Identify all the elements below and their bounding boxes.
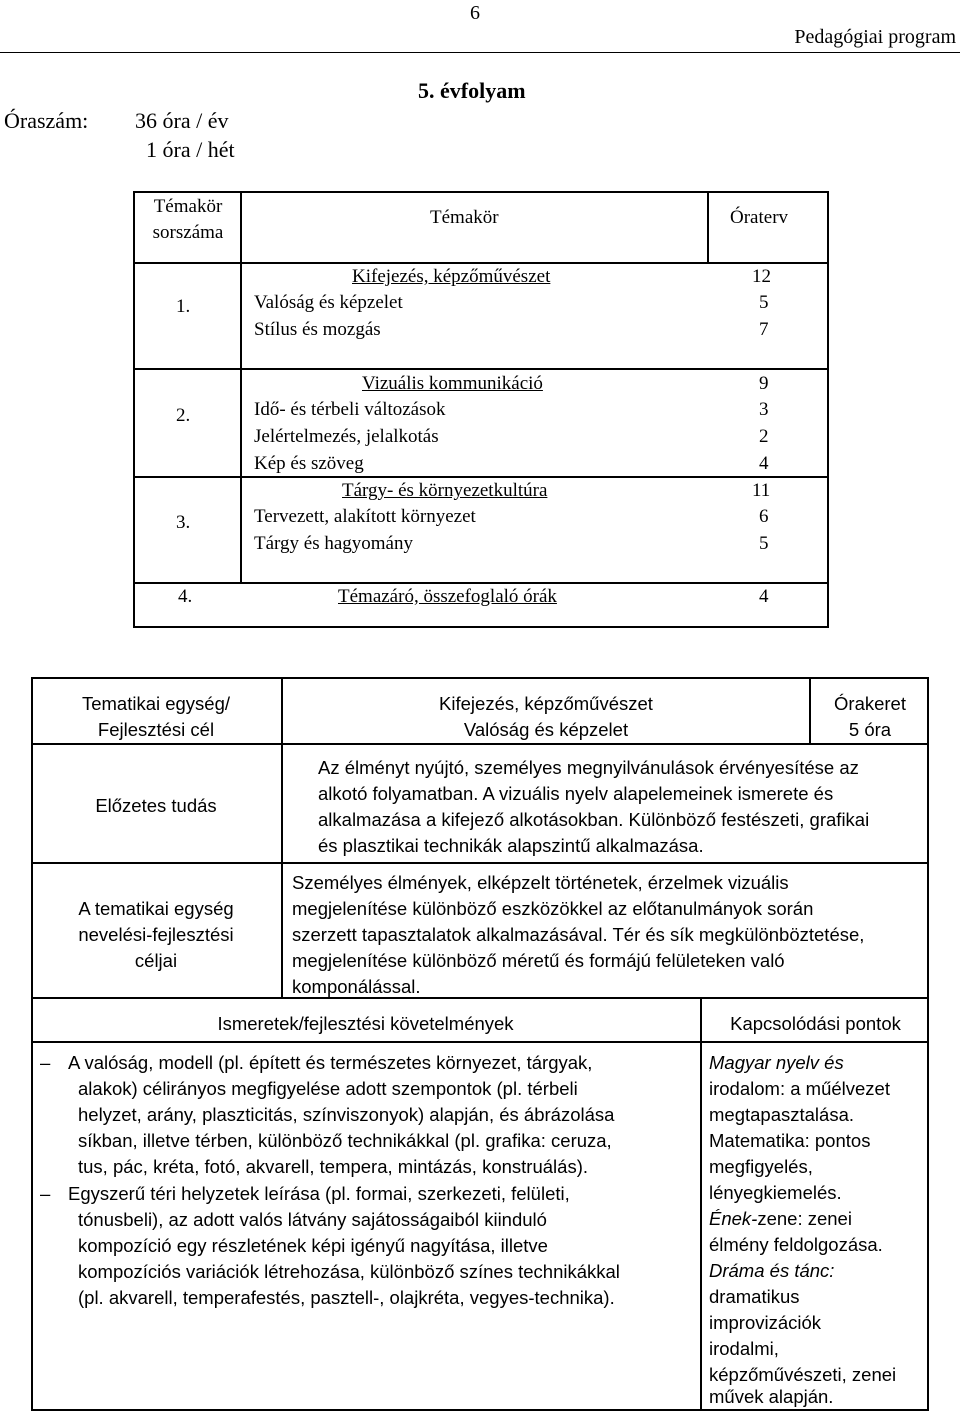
topic-hours: 4 [759,453,769,474]
group-number: 3. [176,512,191,533]
bullet-dash: – [40,1183,51,1204]
requirement-line: A valóság, modell (pl. épített és természetes környezet, tárgyak, [68,1052,593,1073]
unit-title-line2: Valóság és képzelet [463,719,629,740]
topic-heading: Témazáró, összefoglaló órák [338,586,557,607]
time-frame-label: Órakeret [834,693,906,714]
topic-hours: 2 [759,426,769,447]
requirement-line: tus, pác, kréta, fotó, akvarell, tempera, mintázás, konstruálás). [78,1156,588,1177]
goals-line: szerzett tapasztalatok alkalmazásával. Tér és sík megkülönböztetése, [292,924,865,945]
topic-heading: Vizuális kommunikáció [362,373,543,394]
unit-label-line1: Tematikai egység/ [81,693,231,714]
hours-per-year: 36 óra / év [135,108,229,133]
unit-title-line1: Kifejezés, képzőművészet [439,693,653,714]
requirements-header: Ismeretek/fejlesztési követelmények [217,1013,514,1034]
requirement-line: (pl. akvarell, temperafestés, pasztell-, olajkréta, vegyes-technika). [78,1287,615,1308]
header-rule [0,52,960,53]
prior-knowledge-line: és plasztikai technikák alapszintű alkalmazása. [318,835,704,856]
prior-knowledge-line: alkalmazása a kifejező alkotásokban. Különböző festészeti, grafikai [318,809,870,830]
requirement-line: síkban, illetve térben, különböző technikákkal (pl. grafika: ceruza, [78,1130,612,1151]
unit-label-line2: Fejlesztési cél [97,719,215,740]
topic-item: Idő- és térbeli változások [254,399,446,420]
bullet-dash: – [40,1052,51,1073]
topic-heading: Tárgy- és környezetkultúra [342,480,548,501]
col-topic-header: Témakör [430,207,499,228]
connection-line: Dráma és tánc: [709,1260,835,1281]
connection-line: megfigyelés, [709,1156,813,1177]
topic-heading: Kifejezés, képzőművészet [352,266,551,287]
prior-knowledge-line: alkotó folyamatban. A vizuális nyelv alapelemeinek ismerete és [318,783,834,804]
prior-knowledge-label: Előzetes tudás [95,795,217,816]
connection-line: lényegkiemelés. [709,1182,842,1203]
connection-line: Magyar nyelv és [709,1052,844,1073]
connection-line: irodalom: a műélvezet [709,1078,890,1099]
topic-item: Jelértelmezés, jelalkotás [254,426,439,447]
goals-label-line: céljai [134,950,178,971]
topic-hours: 9 [759,373,769,394]
topic-item: Tárgy és hagyomány [254,533,413,554]
topic-item: Stílus és mozgás [254,319,381,340]
connections-header: Kapcsolódási pontok [730,1013,901,1034]
connection-line: Ének-zene: zenei [709,1208,852,1229]
topic-hours: 12 [752,266,771,287]
page-number: 6 [470,2,480,24]
requirement-line: kompozíciós variációk létrehozása, különböző színes technikákkal [78,1261,620,1282]
requirement-line: Egyszerű téri helyzetek leírása (pl. formai, szerkezeti, felületi, [68,1183,570,1204]
goals-line: komponálással. [292,976,421,997]
grade-title: 5. évfolyam [418,78,526,103]
topic-hours: 5 [759,533,769,554]
connection-line: irodalmi, [709,1338,779,1359]
connection-line: Matematika: pontos [709,1130,871,1151]
topic-hours: 6 [759,506,769,527]
group-number: 1. [176,296,191,317]
requirement-line: kompozíció egy részletének képi igényű nagyítása, illetve [78,1235,548,1256]
goals-label-line: A tematikai egység [78,898,234,919]
col-number-header: Témakör sorszáma [152,196,224,243]
hours-per-week: 1 óra / hét [146,137,235,162]
topic-hours: 3 [759,399,769,420]
topic-item: Valóság és képzelet [254,292,403,313]
topic-hours: 5 [759,292,769,313]
goals-label-line: nevelési-fejlesztési [78,924,234,945]
goals-line: megjelenítése különböző eszközökkel az előtanulmányok során [292,898,814,919]
topic-hours: 7 [759,319,769,340]
group-number: 2. [176,405,191,426]
hours-label: Óraszám: [4,108,89,133]
prior-knowledge-line: Az élményt nyújtó, személyes megnyilvánulások érvényesítése az [318,757,859,778]
col-hours-header: Óraterv [730,207,789,228]
goals-line: Személyes élmények, elképzelt történetek, érzelmek vizuális [292,872,789,893]
document-title: Pedagógiai program [794,26,956,48]
connection-line: dramatikus [709,1286,800,1307]
connection-line: improvizációk [709,1312,822,1333]
requirement-line: tónusbeli), az adott valós látvány sajátosságaiból kiinduló [78,1209,547,1230]
connection-line: élmény feldolgozása. [709,1234,883,1255]
connection-line: megtapasztalása. [709,1104,855,1125]
connection-line: művek alapján. [709,1386,834,1407]
topics-table [133,191,829,628]
goals-line: megjelenítése különböző méretű és formájú felületeken való [292,950,785,971]
topic-item: Kép és szöveg [254,453,364,474]
topic-hours: 4 [759,586,769,607]
connection-line: képzőművészeti, zenei [709,1364,897,1385]
topic-hours: 11 [752,480,771,501]
requirement-line: alakok) célirányos megfigyelése adott szempontok (pl. térbeli [78,1078,578,1099]
requirement-line: helyzet, arány, plaszticitás, színviszonyok) alapján, és ábrázolása [78,1104,615,1125]
time-frame-value: 5 óra [848,719,892,740]
group-number: 4. [178,586,193,607]
topic-item: Tervezett, alakított környezet [254,506,476,527]
